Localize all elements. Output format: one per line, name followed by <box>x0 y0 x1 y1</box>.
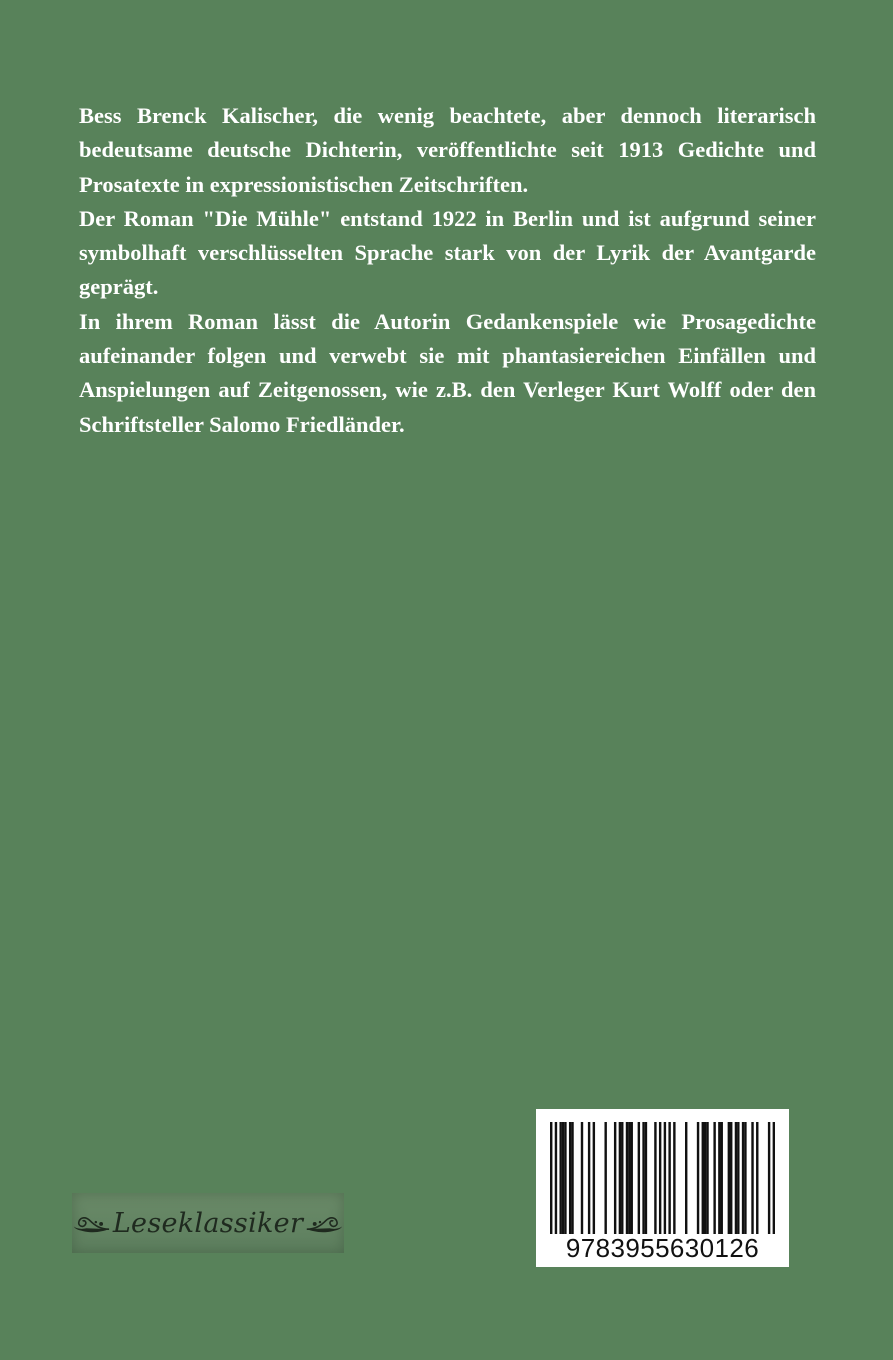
barcode-bar <box>564 1122 566 1234</box>
barcode-bar <box>642 1122 644 1234</box>
barcode-bar <box>697 1122 699 1234</box>
barcode-bar <box>571 1122 573 1234</box>
blurb-paragraph-1: Bess Brenck Kalischer, die wenig beachtete, aber dennoch literarisch bedeutsame deutsche Dichterin, veröffentlichte seit 1913 Gedichte und Prosatexte in expressionistischen Zeitschriften. <box>79 103 816 197</box>
barcode-bar <box>562 1122 564 1234</box>
barcode-bar <box>721 1122 723 1234</box>
barcode-bar <box>569 1122 571 1234</box>
barcode-bar <box>751 1122 753 1234</box>
barcode-bar <box>555 1122 557 1234</box>
barcode-bar <box>654 1122 656 1234</box>
barcode-bar <box>588 1122 590 1234</box>
barcode-bar <box>735 1122 737 1234</box>
barcode-bar <box>604 1122 606 1234</box>
barcode-bar <box>713 1122 715 1234</box>
barcode-bar <box>619 1122 621 1234</box>
barcode-bar <box>628 1122 630 1234</box>
barcode-bar <box>659 1122 661 1234</box>
barcode-bar <box>768 1122 770 1234</box>
left-flourish-icon <box>72 1208 111 1238</box>
barcode-bar <box>645 1122 647 1234</box>
barcode-bar <box>704 1122 706 1234</box>
barcode-bar <box>614 1122 616 1234</box>
barcode-bar <box>730 1122 732 1234</box>
barcode-bar <box>744 1122 746 1234</box>
barcode-bar <box>664 1122 666 1234</box>
barcode-bar <box>559 1122 561 1234</box>
blurb-text <box>79 99 816 442</box>
isbn-barcode <box>536 1109 789 1267</box>
barcode-bar <box>581 1122 583 1234</box>
barcode-bar <box>728 1122 730 1234</box>
barcode-bar <box>706 1122 708 1234</box>
blurb-paragraph-3: In ihrem Roman lässt die Autorin Gedankenspiele wie Prosagedichte aufeinander folgen und verwebt sie mit phantasiereichen Einfällen und Anspielungen auf Zeitgenossen, wie z.B. den Verleger Kurt Wolff oder den Schriftsteller Salomo Friedländer. <box>79 308 816 437</box>
isbn-number: 9783955630126 <box>565 1233 760 1263</box>
barcode-bar <box>756 1122 758 1234</box>
barcode-bar <box>626 1122 628 1234</box>
barcode-bars-icon <box>550 1122 775 1234</box>
barcode-bar <box>718 1122 720 1234</box>
barcode-bar <box>631 1122 633 1234</box>
barcode-bar <box>621 1122 623 1234</box>
right-flourish-icon <box>305 1208 344 1238</box>
barcode-bar <box>685 1122 687 1234</box>
publisher-name: Leseklassiker <box>112 1207 304 1239</box>
barcode-bar <box>593 1122 595 1234</box>
barcode-bar <box>773 1122 775 1234</box>
blurb-paragraph-2: Der Roman "Die Mühle" entstand 1922 in Berlin und ist aufgrund seiner symbolhaft verschlüsselten Sprache stark von der Lyrik der Avantgarde geprägt. <box>79 205 816 300</box>
barcode-bar <box>668 1122 670 1234</box>
barcode-bar <box>673 1122 675 1234</box>
barcode-bar <box>737 1122 739 1234</box>
publisher-logo <box>72 1193 344 1253</box>
barcode-bar <box>742 1122 744 1234</box>
barcode-bar <box>638 1122 640 1234</box>
barcode-bar <box>550 1122 552 1234</box>
barcode-bar <box>702 1122 704 1234</box>
